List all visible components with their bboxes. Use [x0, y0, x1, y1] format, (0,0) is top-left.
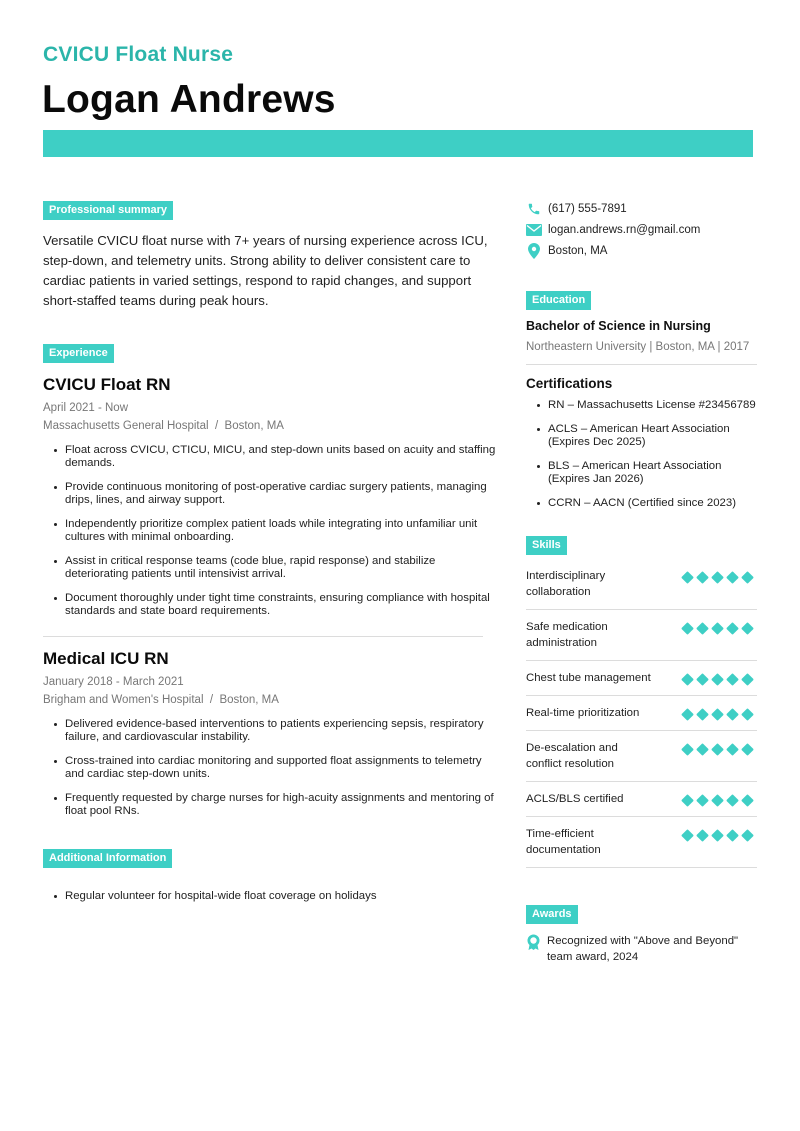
rating-diamond-icon	[741, 708, 754, 721]
award-badge-icon	[526, 933, 541, 965]
right-column	[526, 200, 758, 965]
skill-row	[526, 610, 757, 661]
rating-diamond-icon	[741, 794, 754, 807]
certifications-section	[526, 376, 758, 510]
rating-diamond-icon	[711, 794, 724, 807]
left-column	[43, 200, 498, 914]
skill-rating	[682, 568, 757, 600]
skill-row	[526, 559, 757, 610]
experience-bullets	[43, 718, 498, 818]
candidate-name: Logan Andrews	[42, 78, 336, 121]
rating-diamond-icon	[696, 794, 709, 807]
awards-heading: Awards	[526, 905, 578, 924]
education-degree: Bachelor of Science in Nursing	[526, 319, 711, 333]
email-text[interactable]: logan.andrews.rn@gmail.com	[548, 223, 701, 236]
skill-row	[526, 731, 757, 782]
rating-diamond-icon	[681, 708, 694, 721]
bullet-item: Float across CVICU, CTICU, MICU, and step-down units based on acuity and staffing demands.	[65, 444, 498, 470]
rating-diamond-icon	[741, 829, 754, 842]
additional-info-section	[43, 848, 498, 903]
skill-rating	[682, 791, 757, 807]
rating-diamond-icon	[711, 743, 724, 756]
education-section	[526, 290, 758, 365]
summary-section	[43, 200, 498, 311]
bullet-item: Provide continuous monitoring of post-operative cardiac surgery patients, managing drips, lines, and airway support.	[65, 481, 498, 507]
rating-diamond-icon	[681, 571, 694, 584]
location-text: Boston, MA	[548, 244, 608, 257]
rating-diamond-icon	[696, 571, 709, 584]
certifications-list	[526, 399, 758, 510]
skill-name: ACLS/BLS certified	[526, 793, 624, 805]
experience-organization: Brigham and Women's Hospital / Boston, MA	[43, 694, 279, 706]
contact-section	[526, 198, 758, 261]
rating-diamond-icon	[681, 673, 694, 686]
skill-rating	[682, 619, 757, 651]
rating-diamond-icon	[741, 571, 754, 584]
rating-diamond-icon	[681, 743, 694, 756]
experience-dates: April 2021 - Now	[43, 402, 129, 414]
certifications-heading: Certifications	[526, 376, 613, 391]
phone-icon	[526, 201, 542, 217]
experience-organization: Massachusetts General Hospital / Boston, MA	[43, 420, 284, 432]
experience-section	[43, 343, 498, 818]
rating-diamond-icon	[741, 673, 754, 686]
experience-entry	[43, 375, 498, 618]
rating-diamond-icon	[711, 571, 724, 584]
rating-diamond-icon	[711, 622, 724, 635]
rating-diamond-icon	[696, 622, 709, 635]
section-divider	[43, 636, 483, 637]
education-heading: Education	[526, 291, 591, 310]
skill-name: De-escalation and conflict resolution	[526, 742, 618, 770]
awards-section	[526, 904, 758, 965]
award-item	[526, 933, 758, 965]
summary-text: Versatile CVICU float nurse with 7+ years of nursing experience across ICU, step-down, and telemetry units. Strong ability to deliver consistent care to cardiac patients in varied settings, respond to rapid changes, and support short-staffed teams during peak hours.	[43, 233, 488, 308]
skills-section	[526, 535, 758, 868]
rating-diamond-icon	[681, 622, 694, 635]
rating-diamond-icon	[726, 708, 739, 721]
section-divider	[526, 364, 757, 365]
additional-info-bullets	[43, 890, 498, 903]
experience-heading: Experience	[43, 344, 114, 363]
rating-diamond-icon	[726, 673, 739, 686]
certification-item: CCRN – AACN (Certified since 2023)	[548, 497, 758, 510]
bullet-item: Independently prioritize complex patient loads while integrating into unfamiliar unit cultures with minimal onboarding.	[65, 518, 498, 544]
bullet-item: Assist in critical response teams (code blue, rapid response) and stabilize deteriorating patients until intensivist arrival.	[65, 555, 498, 581]
skill-name: Interdisciplinary collaboration	[526, 570, 606, 598]
rating-diamond-icon	[711, 829, 724, 842]
location-pin-icon	[526, 243, 542, 259]
bullet-item: Cross-trained into cardiac monitoring and supported float assignments to telemetry and cardiac step-down units.	[65, 755, 498, 781]
rating-diamond-icon	[741, 743, 754, 756]
skill-name: Safe medication administration	[526, 621, 608, 649]
additional-info-heading: Additional Information	[43, 849, 172, 868]
summary-heading: Professional summary	[43, 201, 173, 220]
skill-rating	[682, 670, 757, 686]
bullet-item: Delivered evidence-based interventions to patients experiencing sepsis, respiratory failure, and cardiovascular instability.	[65, 718, 498, 744]
phone-text[interactable]: (617) 555-7891	[548, 202, 627, 215]
experience-dates: January 2018 - March 2021	[43, 676, 184, 688]
bullet-item: Regular volunteer for hospital-wide float coverage on holidays	[65, 890, 498, 903]
rating-diamond-icon	[681, 829, 694, 842]
rating-diamond-icon	[696, 743, 709, 756]
certification-item: RN – Massachusetts License #23456789	[548, 399, 758, 412]
award-text: Recognized with "Above and Beyond" team award, 2024	[547, 935, 739, 963]
contact-location	[526, 240, 758, 261]
skill-rating	[682, 705, 757, 721]
skills-heading: Skills	[526, 536, 567, 555]
rating-diamond-icon	[711, 708, 724, 721]
certification-item: BLS – American Heart Association (Expires Jan 2026)	[548, 460, 758, 486]
skill-row	[526, 782, 757, 817]
bullet-item: Document thoroughly under tight time constraints, ensuring compliance with hospital standards and state board requirements.	[65, 592, 498, 618]
skill-name: Real-time prioritization	[526, 707, 640, 719]
skill-name: Time-efficient documentation	[526, 828, 601, 856]
skill-row	[526, 661, 757, 696]
rating-diamond-icon	[711, 673, 724, 686]
contact-email	[526, 219, 758, 240]
experience-title: Medical ICU RN	[43, 649, 169, 668]
bullet-item: Frequently requested by charge nurses for high-acuity assignments and mentoring of float pool RNs.	[65, 792, 498, 818]
experience-title: CVICU Float RN	[43, 375, 171, 394]
rating-diamond-icon	[741, 622, 754, 635]
rating-diamond-icon	[726, 794, 739, 807]
job-title-heading: CVICU Float Nurse	[43, 43, 234, 66]
header-accent-bar	[43, 130, 753, 157]
experience-bullets	[43, 444, 498, 618]
rating-diamond-icon	[696, 673, 709, 686]
skill-rating	[682, 740, 757, 772]
rating-diamond-icon	[681, 794, 694, 807]
skill-row	[526, 696, 757, 731]
rating-diamond-icon	[696, 829, 709, 842]
education-meta: Northeastern University | Boston, MA | 2017	[526, 341, 750, 353]
skill-rating	[682, 826, 757, 858]
certification-item: ACLS – American Heart Association (Expires Dec 2025)	[548, 423, 758, 449]
rating-diamond-icon	[696, 708, 709, 721]
skill-name: Chest tube management	[526, 672, 651, 684]
email-icon	[526, 222, 542, 238]
experience-entry	[43, 649, 498, 818]
skill-row	[526, 817, 757, 868]
contact-phone	[526, 198, 758, 219]
rating-diamond-icon	[726, 571, 739, 584]
rating-diamond-icon	[726, 829, 739, 842]
rating-diamond-icon	[726, 743, 739, 756]
rating-diamond-icon	[726, 622, 739, 635]
